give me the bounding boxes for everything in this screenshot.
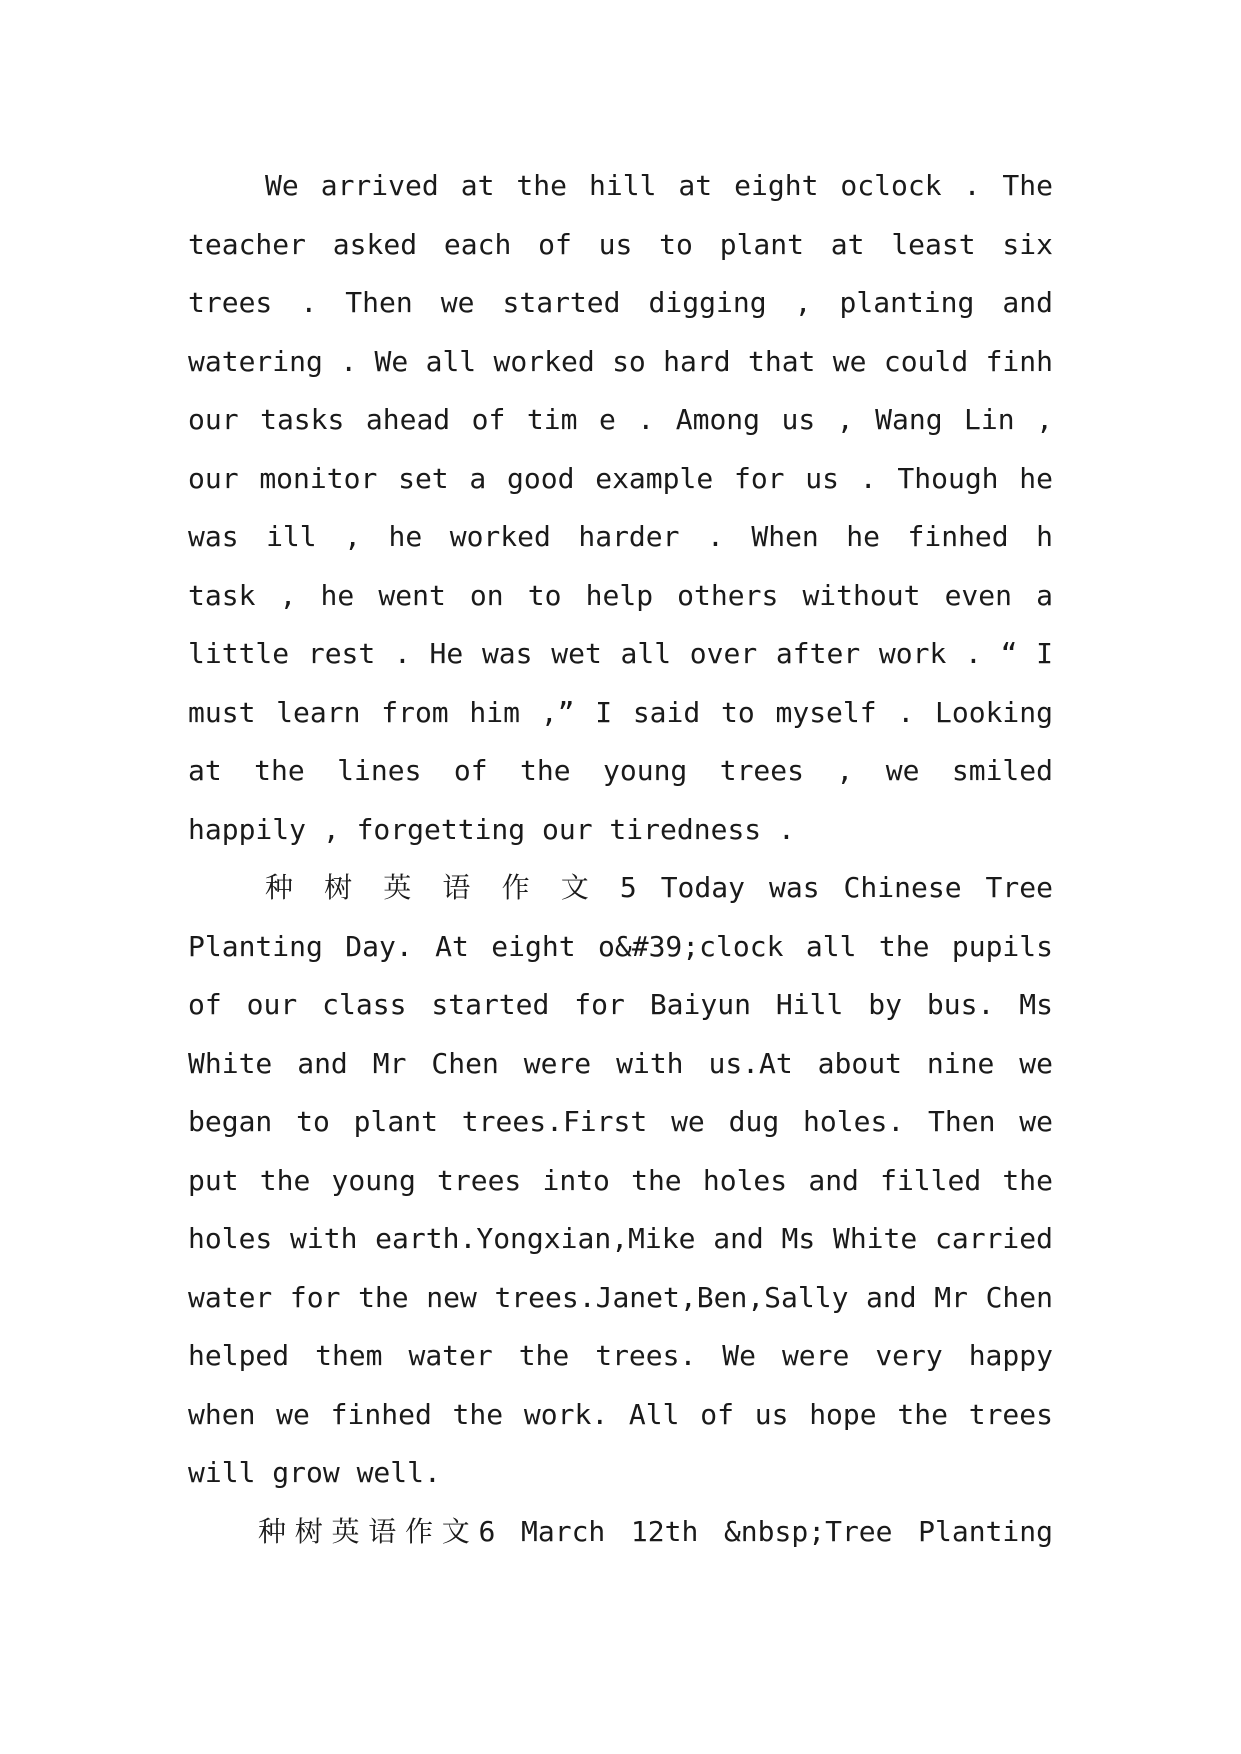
text-line: Planting Day. At eight o&#39;clock all the pupils bbox=[188, 929, 1053, 963]
section-heading-5: 种 树 英 语 作 文 5 Today was Chinese Tree bbox=[265, 871, 1053, 904]
text-line: was ill , he worked harder . When he finhed h bbox=[188, 520, 1053, 553]
text-line: of our class started for Baiyun Hill by bus. Ms bbox=[188, 988, 1053, 1021]
text-line: began to plant trees.First we dug holes. Then we bbox=[188, 1105, 1053, 1138]
text-line: our monitor set a good example for us . Though he bbox=[188, 461, 1053, 495]
text-line: water for the new trees.Janet,Ben,Sally and Mr Chen bbox=[188, 1280, 1053, 1314]
text-line: teacher asked each of us to plant at least six bbox=[188, 227, 1053, 261]
text-line: put the young trees into the holes and filled the bbox=[188, 1163, 1053, 1197]
essay-text bbox=[188, 157, 1053, 1561]
section-heading-6: 种树英语作文6 March 12th &nbsp;Tree Planting bbox=[258, 1514, 1053, 1548]
text-line: task , he went on to help others without even a bbox=[188, 578, 1053, 612]
text-line: our tasks ahead of tim e . Among us , Wang Lin , bbox=[188, 403, 1053, 436]
text-line: We arrived at the hill at eight oclock . The bbox=[265, 169, 1053, 202]
text-line: happily , forgetting our tiredness . bbox=[188, 812, 795, 846]
text-line: watering . We all worked so hard that we could finh bbox=[188, 344, 1053, 378]
text-line: helped them water the trees. We were very happy bbox=[188, 1339, 1053, 1372]
text-line: must learn from him ,” I said to myself . Looking bbox=[188, 695, 1053, 729]
text-line: holes with earth.Yongxian,Mike and Ms White carried bbox=[188, 1222, 1053, 1255]
text-line: when we finhed the work. All of us hope the trees bbox=[188, 1397, 1053, 1431]
text-line: little rest . He was wet all over after work . “ I bbox=[188, 637, 1053, 670]
text-line: White and Mr Chen were with us.At about nine we bbox=[188, 1046, 1053, 1080]
text-line: trees . Then we started digging , planting and bbox=[188, 286, 1053, 319]
text-line: will grow well. bbox=[188, 1456, 441, 1489]
text-line: at the lines of the young trees , we smiled bbox=[188, 754, 1053, 787]
